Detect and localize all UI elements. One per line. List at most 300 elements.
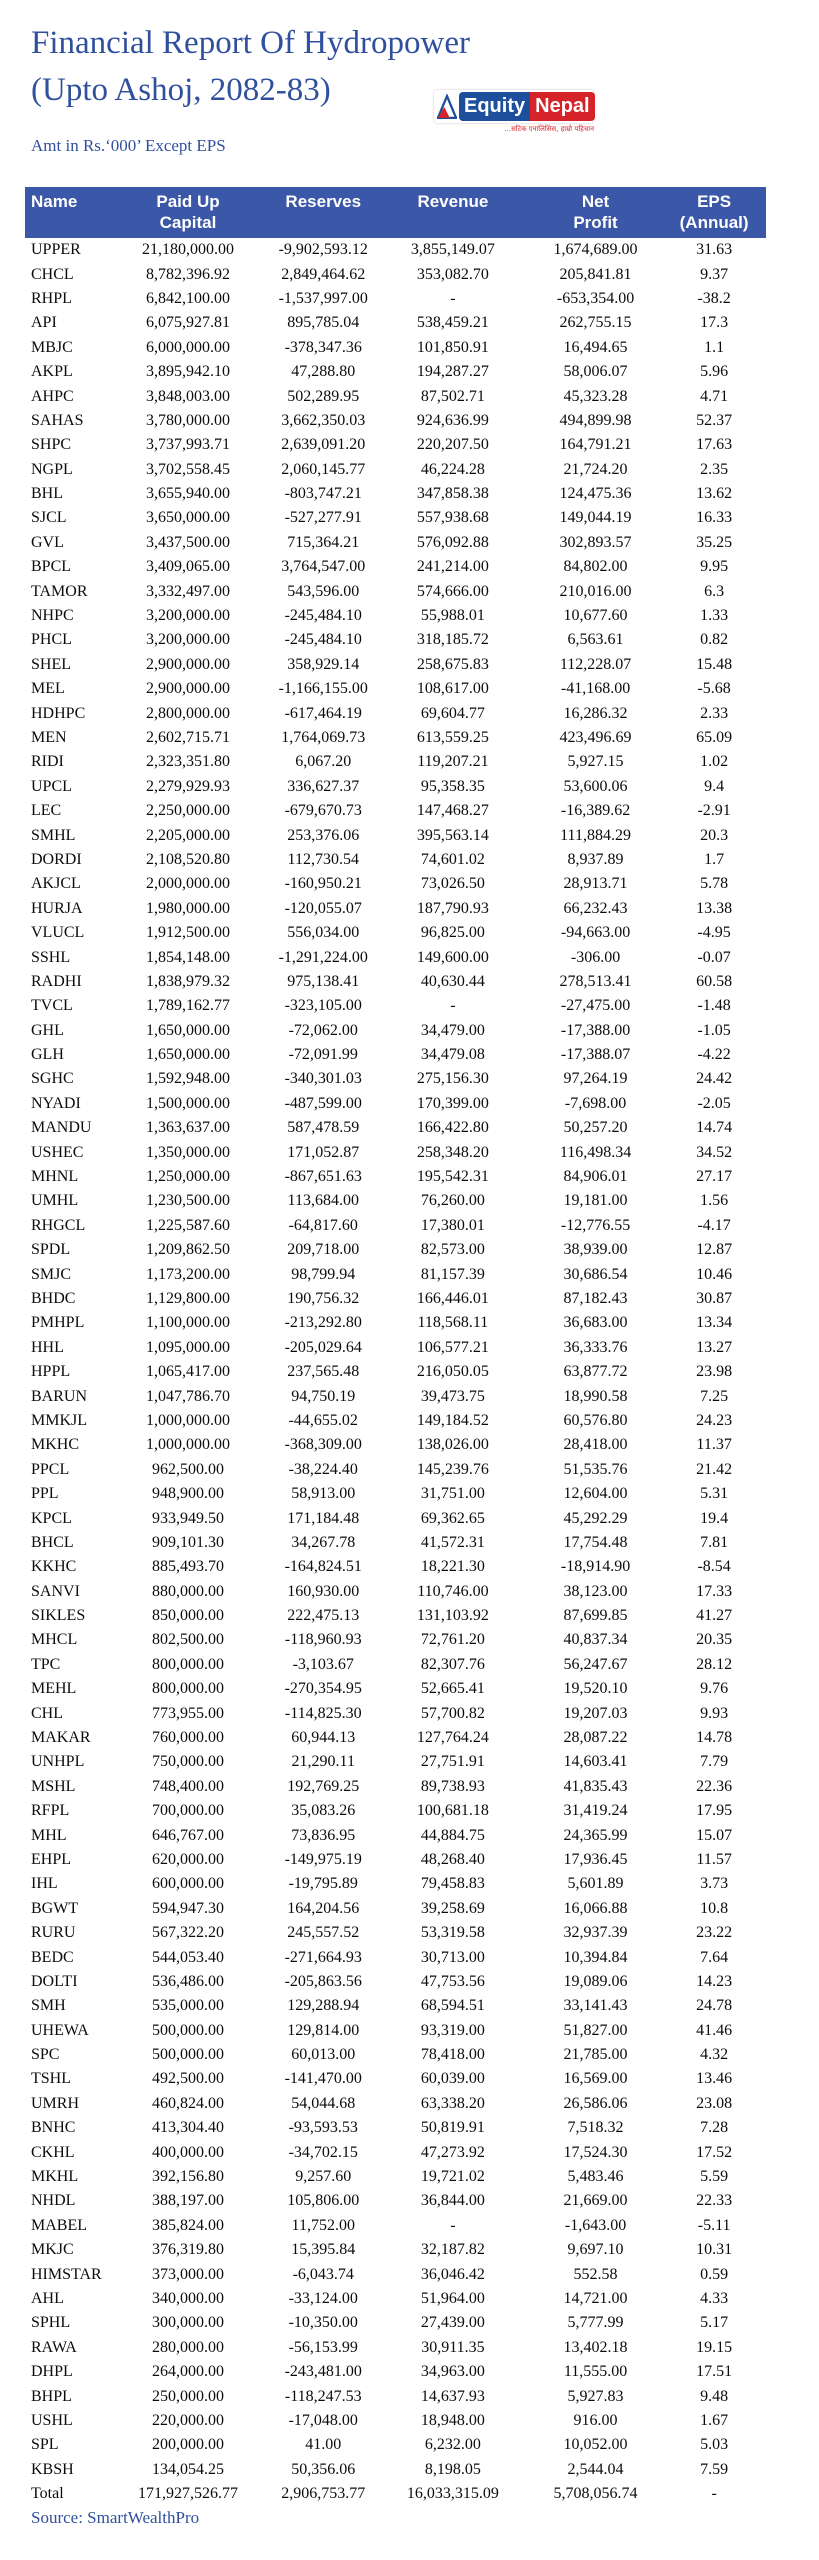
table-row — [25, 2189, 766, 2213]
table-row — [25, 2458, 766, 2482]
value-cell: 423,496.69 — [559, 729, 632, 746]
value-cell: 300,000.00 — [152, 2314, 224, 2332]
table-row — [25, 482, 766, 506]
value-cell: -1.05 — [697, 1021, 731, 1039]
company-symbol: NHPC — [31, 607, 74, 625]
company-symbol: BHCL — [31, 1533, 74, 1551]
value-cell: 36,683.00 — [563, 1314, 628, 1332]
value-cell: 33,141.43 — [563, 1997, 628, 2015]
value-cell: 36,046.42 — [420, 2265, 485, 2283]
value-cell: -270,354.95 — [284, 1680, 362, 1698]
value-cell: 13,402.18 — [563, 2338, 628, 2356]
company-symbol: MEL — [31, 680, 65, 698]
value-cell: 18,948.00 — [420, 2411, 485, 2429]
value-cell: 1.67 — [700, 2411, 729, 2429]
table-row — [25, 1384, 766, 1408]
value-cell: 96,825.00 — [420, 924, 485, 942]
company-symbol: MHNL — [31, 1168, 79, 1186]
value-cell: 200,000.00 — [152, 2436, 224, 2454]
table-row — [25, 579, 766, 603]
value-cell: 9.76 — [700, 1680, 729, 1698]
value-cell: 895,785.04 — [287, 314, 360, 332]
value-cell: 1,000,000.00 — [146, 1436, 230, 1454]
value-cell: 1,173,200.00 — [146, 1265, 230, 1283]
company-symbol: SHEL — [31, 655, 71, 673]
table-row — [25, 384, 766, 408]
column-header: Paid Up Capital — [107, 187, 270, 238]
value-cell: 76,260.00 — [420, 1192, 485, 1210]
report-table — [25, 187, 766, 2506]
table-header-row — [25, 187, 766, 238]
value-cell: 5,777.99 — [567, 2314, 624, 2332]
value-cell: -653,354.00 — [556, 289, 635, 307]
value-cell: 802,500.00 — [152, 1631, 224, 1649]
value-cell: 72,761.20 — [420, 1631, 485, 1649]
value-cell: 1,230,500.00 — [146, 1192, 230, 1210]
company-symbol: DORDI — [31, 850, 82, 868]
value-cell: 51,964.00 — [420, 2290, 485, 2307]
value-cell: 715,364.21 — [287, 533, 360, 551]
value-cell: 6,842,100.00 — [146, 289, 230, 307]
value-cell: 1,650,000.00 — [146, 1046, 230, 1064]
value-cell: 19,089.06 — [563, 1972, 628, 1990]
value-cell: 1.33 — [700, 607, 729, 625]
value-cell: 9,257.60 — [295, 2168, 352, 2186]
value-cell: 278,513.41 — [559, 972, 632, 990]
value-cell: 1,854,148.00 — [146, 948, 230, 966]
value-cell: 1,838,979.32 — [146, 972, 230, 990]
value-cell: 3,200,000.00 — [146, 607, 230, 625]
value-cell: 116,498.34 — [559, 1143, 632, 1161]
value-cell: 6,232.00 — [424, 2436, 481, 2454]
company-symbol: TVCL — [31, 997, 73, 1015]
value-cell: 280,000.00 — [152, 2338, 224, 2356]
value-cell: 275,156.30 — [416, 1070, 489, 1088]
value-cell: 15.48 — [696, 655, 733, 673]
value-cell: 3,855,149.07 — [410, 241, 495, 259]
value-cell: 1,250,000.00 — [146, 1168, 230, 1186]
value-cell: 3,702,558.45 — [146, 460, 230, 478]
value-cell: 28,418.00 — [563, 1436, 628, 1454]
value-cell: 1.02 — [700, 753, 729, 771]
value-cell: 41.46 — [696, 2021, 733, 2039]
value-cell: 23.98 — [696, 1363, 733, 1381]
table-row — [25, 506, 766, 530]
company-symbol: RIDI — [31, 753, 64, 771]
value-cell: -120,055.07 — [284, 899, 362, 917]
value-cell: 885,493.70 — [152, 1558, 224, 1576]
value-cell: 17,754.48 — [563, 1533, 628, 1551]
equity-nepal-logo — [434, 90, 594, 133]
value-cell: 302,893.57 — [559, 533, 632, 551]
value-cell: 413,304.40 — [152, 2119, 224, 2137]
value-cell: 376,319.80 — [152, 2241, 224, 2259]
table-row — [25, 1433, 766, 1457]
company-symbol: GVL — [31, 533, 64, 551]
value-cell: 1,000,000.00 — [146, 1411, 230, 1429]
value-cell: 73,836.95 — [291, 1826, 356, 1844]
value-cell: 51,827.00 — [563, 2021, 628, 2039]
company-symbol: PHCL — [31, 631, 72, 649]
value-cell: 800,000.00 — [152, 1655, 224, 1673]
value-cell: -4.17 — [697, 1216, 731, 1234]
value-cell: 216,050.05 — [416, 1363, 489, 1381]
company-symbol: USHEC — [31, 1143, 84, 1161]
table-row — [25, 701, 766, 725]
company-symbol: TPC — [31, 1655, 61, 1673]
value-cell: 2,060,145.77 — [281, 460, 366, 478]
value-cell: 41.00 — [305, 2436, 342, 2454]
value-cell: -93,593.53 — [288, 2119, 358, 2137]
value-cell: 44,884.75 — [420, 1826, 485, 1844]
value-cell: -2.91 — [697, 802, 731, 820]
company-symbol: SANVI — [31, 1582, 80, 1600]
value-cell: 11.37 — [696, 1436, 732, 1454]
value-cell: 17.51 — [696, 2363, 733, 2381]
value-cell: 5.03 — [700, 2436, 729, 2454]
value-cell: 11.57 — [696, 1850, 732, 1868]
value-cell: 1,500,000.00 — [146, 1094, 230, 1112]
value-cell: -33,124.00 — [288, 2290, 358, 2307]
value-cell: 209,718.00 — [287, 1241, 360, 1259]
value-cell: -7,698.00 — [564, 1094, 627, 1112]
value-cell: 2.35 — [700, 460, 729, 478]
table-row — [25, 2336, 766, 2360]
value-cell: 31,751.00 — [420, 1485, 485, 1503]
value-cell: 127,764.24 — [416, 1729, 489, 1747]
value-cell: 7.28 — [700, 2119, 729, 2137]
value-cell: 22.33 — [696, 2192, 733, 2210]
value-cell: 0.82 — [700, 631, 729, 649]
table-row — [25, 336, 766, 360]
value-cell: 700,000.00 — [152, 1802, 224, 1820]
value-cell: 164,204.56 — [287, 1899, 360, 1917]
value-cell: 31,419.24 — [563, 1802, 628, 1820]
value-cell: 20.3 — [700, 826, 729, 844]
table-row — [25, 360, 766, 384]
company-symbol: SMHL — [31, 826, 76, 844]
mountain-triangle-icon — [437, 92, 457, 121]
value-cell: 36,333.76 — [563, 1338, 628, 1356]
value-cell: 21,180,000.00 — [142, 241, 234, 259]
company-symbol: GHL — [31, 1021, 64, 1039]
company-symbol: AKJCL — [31, 875, 81, 893]
value-cell: 5,483.46 — [567, 2168, 624, 2186]
company-symbol: MHL — [31, 1826, 67, 1844]
company-symbol: PPCL — [31, 1460, 70, 1478]
table-row — [25, 1214, 766, 1238]
value-cell: 19,207.03 — [563, 1704, 628, 1722]
company-symbol: CHL — [31, 1704, 63, 1722]
value-cell: 7.25 — [700, 1387, 729, 1405]
value-cell: 118,568.11 — [417, 1314, 489, 1332]
value-cell: -4.22 — [697, 1046, 731, 1064]
value-cell: -38,224.40 — [288, 1460, 358, 1478]
value-cell: -38.2 — [697, 289, 731, 307]
table-row — [25, 1970, 766, 1994]
company-symbol: SGHC — [31, 1070, 74, 1088]
value-cell: 17.95 — [696, 1802, 733, 1820]
value-cell: 11,752.00 — [291, 2216, 355, 2234]
company-symbol: IHL — [31, 1875, 58, 1893]
company-symbol: DHPL — [31, 2363, 73, 2381]
company-symbol: NYADI — [31, 1094, 81, 1112]
value-cell: 2.33 — [700, 704, 729, 722]
value-cell: 948,900.00 — [152, 1485, 224, 1503]
value-cell: 620,000.00 — [152, 1850, 224, 1868]
value-cell: 12.87 — [696, 1241, 733, 1259]
table-row — [25, 2019, 766, 2043]
table-row — [25, 1604, 766, 1628]
value-cell: 111,884.29 — [560, 826, 631, 844]
value-cell: 21.42 — [696, 1460, 733, 1478]
value-cell: 5.78 — [700, 875, 729, 893]
value-cell: 373,000.00 — [152, 2265, 224, 2283]
value-cell: -5.11 — [697, 2216, 731, 2234]
value-cell: 31.63 — [696, 241, 733, 259]
company-symbol: MEN — [31, 729, 67, 746]
table-row — [25, 872, 766, 896]
value-cell: 347,858.38 — [416, 485, 489, 503]
value-cell: 58,913.00 — [291, 1485, 356, 1503]
value-cell: 58,006.07 — [563, 363, 628, 381]
value-cell: 119,207.21 — [417, 753, 489, 771]
value-cell: 1,363,637.00 — [146, 1119, 230, 1137]
table-row — [25, 1360, 766, 1384]
value-cell: -245,484.10 — [284, 607, 362, 625]
table-row — [25, 1555, 766, 1579]
value-cell: 69,362.65 — [420, 1509, 485, 1527]
value-cell: 14,637.93 — [420, 2387, 485, 2405]
company-symbol: SPDL — [31, 1241, 71, 1259]
company-symbol: HURJA — [31, 899, 83, 917]
value-cell: 166,446.01 — [416, 1289, 489, 1307]
value-cell: 2,906,753.77 — [281, 2485, 366, 2503]
value-cell: -1,291,224.00 — [278, 948, 368, 966]
value-cell: 880,000.00 — [152, 1582, 224, 1600]
value-cell: 2,849,464.62 — [281, 265, 366, 283]
value-cell: 460,824.00 — [152, 2094, 224, 2112]
company-symbol: BHDC — [31, 1289, 76, 1307]
value-cell: 2,279,929.93 — [146, 777, 230, 795]
value-cell: 17.52 — [696, 2143, 733, 2161]
value-cell: 74,601.02 — [420, 850, 485, 868]
value-cell: 1,225,587.60 — [146, 1216, 230, 1234]
value-cell: 23.22 — [696, 1924, 733, 1942]
value-cell: 594,947.30 — [152, 1899, 224, 1917]
company-symbol: BHPL — [31, 2387, 72, 2405]
value-cell: 4.33 — [700, 2290, 729, 2307]
value-cell: 45,292.29 — [563, 1509, 628, 1527]
value-cell: 87,502.71 — [420, 387, 485, 405]
value-cell: - — [450, 289, 456, 307]
company-symbol: AHPC — [31, 387, 74, 405]
value-cell: 41,835.43 — [563, 1777, 628, 1795]
table-row — [25, 1848, 766, 1872]
value-cell: 600,000.00 — [152, 1875, 224, 1893]
value-cell: 1.7 — [704, 850, 725, 868]
value-cell: 113,684.00 — [287, 1192, 359, 1210]
company-symbol: LEC — [31, 802, 62, 820]
value-cell: 50,356.06 — [291, 2460, 356, 2478]
page-title — [31, 20, 470, 114]
table-row — [25, 238, 766, 262]
value-cell: -17,388.07 — [560, 1046, 631, 1064]
company-symbol: BNHC — [31, 2119, 76, 2137]
value-cell: 1,095,000.00 — [146, 1338, 230, 1356]
value-cell: 587,478.59 — [287, 1119, 360, 1137]
value-cell: 492,500.00 — [152, 2070, 224, 2088]
table-row — [25, 1311, 766, 1335]
company-symbol: USHL — [31, 2411, 73, 2429]
value-cell: 95,358.35 — [420, 777, 485, 795]
company-symbol: PMHPL — [31, 1314, 85, 1332]
value-cell: -44,655.02 — [288, 1411, 358, 1429]
value-cell: 3.73 — [700, 1875, 729, 1893]
table-row — [25, 2238, 766, 2262]
value-cell: 392,156.80 — [152, 2168, 224, 2186]
table-row — [25, 970, 766, 994]
value-cell: 47,288.80 — [291, 363, 356, 381]
value-cell: 87,182.43 — [563, 1289, 628, 1307]
value-cell: 87,699.85 — [563, 1607, 628, 1625]
value-cell: 552.58 — [573, 2265, 618, 2283]
value-cell: -340,301.03 — [284, 1070, 362, 1088]
value-cell: 56,247.67 — [563, 1655, 628, 1673]
value-cell: 38,939.00 — [563, 1241, 628, 1259]
table-row — [25, 653, 766, 677]
table-row — [25, 726, 766, 750]
table-row — [25, 1506, 766, 1530]
value-cell: 110,746.00 — [417, 1582, 489, 1600]
value-cell: 5.96 — [700, 363, 729, 381]
value-cell: 51,535.76 — [563, 1460, 628, 1478]
value-cell: 975,138.41 — [287, 972, 360, 990]
value-cell: 3,409,065.00 — [146, 558, 230, 576]
value-cell: 192,769.25 — [287, 1777, 360, 1795]
source-credit: Source: SmartWealthPro — [31, 2508, 200, 2527]
value-cell: -1,166,155.00 — [278, 680, 368, 698]
value-cell: 21,724.20 — [563, 460, 628, 478]
value-cell: -17,048.00 — [288, 2411, 358, 2429]
value-cell: 16,569.00 — [563, 2070, 628, 2088]
table-row — [25, 897, 766, 921]
value-cell: 17,524.30 — [563, 2143, 628, 2161]
value-cell: 34,479.08 — [420, 1046, 485, 1064]
value-cell: 6.3 — [704, 582, 725, 600]
company-symbol: MKJC — [31, 2241, 74, 2259]
value-cell: 7.81 — [700, 1533, 729, 1551]
value-cell: 124,475.36 — [559, 485, 632, 503]
value-cell: 190,756.32 — [287, 1289, 360, 1307]
value-cell: 909,101.30 — [152, 1533, 224, 1551]
company-symbol: UNHPL — [31, 1753, 85, 1771]
value-cell: 2,602,715.71 — [146, 729, 230, 746]
table-row — [25, 311, 766, 335]
value-cell: 502,289.95 — [287, 387, 360, 405]
company-symbol: BPCL — [31, 558, 72, 576]
value-cell: 60,576.80 — [563, 1411, 628, 1429]
value-cell: 34,479.00 — [420, 1021, 485, 1039]
value-cell: -118,960.93 — [284, 1631, 362, 1649]
value-cell: 101,850.91 — [416, 338, 489, 356]
value-cell: -245,484.10 — [284, 631, 362, 649]
value-cell: 500,000.00 — [152, 2021, 224, 2039]
value-cell: 5.31 — [700, 1485, 729, 1503]
value-cell: 52,665.41 — [420, 1680, 485, 1698]
table-row — [25, 1409, 766, 1433]
table-row — [25, 1531, 766, 1555]
value-cell: 112,228.07 — [559, 655, 632, 673]
value-cell: - — [711, 2485, 717, 2503]
value-cell: 1.1 — [704, 338, 725, 356]
value-cell: 11,555.00 — [563, 2363, 628, 2381]
value-cell: 336,627.37 — [287, 777, 360, 795]
value-cell: 171,927,526.77 — [138, 2485, 238, 2503]
value-cell: 34.52 — [696, 1143, 733, 1161]
table-row — [25, 433, 766, 457]
value-cell: -12,776.55 — [560, 1216, 631, 1234]
value-cell: 134,054.25 — [152, 2460, 224, 2478]
value-cell: 388,197.00 — [152, 2192, 224, 2210]
value-cell: 241,214.00 — [416, 558, 489, 576]
value-cell: 16,033,315.09 — [406, 2485, 499, 2503]
value-cell: 194,287.27 — [416, 363, 489, 381]
value-cell: 47,753.56 — [420, 1972, 485, 1990]
value-cell: 557,938.68 — [416, 509, 489, 527]
company-symbol: HIMSTAR — [31, 2265, 102, 2283]
company-symbol: MBJC — [31, 338, 73, 356]
value-cell: 28.12 — [696, 1655, 733, 1673]
value-cell: 82,307.76 — [420, 1655, 485, 1673]
table-row — [25, 531, 766, 555]
value-cell: 21,290.11 — [291, 1753, 355, 1771]
company-symbol: KPCL — [31, 1509, 72, 1527]
column-header: Net Profit — [529, 187, 662, 238]
value-cell: 8,782,396.92 — [146, 265, 230, 283]
value-cell: -205,863.56 — [284, 1972, 362, 1990]
value-cell: 250,000.00 — [152, 2387, 224, 2405]
value-cell: 358,929.14 — [287, 655, 360, 673]
value-cell: -306.00 — [570, 948, 621, 966]
value-cell: 400,000.00 — [152, 2143, 224, 2161]
value-cell: 21,669.00 — [563, 2192, 628, 2210]
value-cell: 536,486.00 — [152, 1972, 224, 1990]
table-row — [25, 1140, 766, 1164]
value-cell: 65.09 — [696, 729, 733, 746]
table-row — [25, 994, 766, 1018]
company-symbol: MEHL — [31, 1680, 77, 1698]
value-cell: 6,075,927.81 — [146, 314, 230, 332]
company-symbol: KBSH — [31, 2460, 74, 2478]
value-cell: -2.05 — [697, 1094, 731, 1112]
table-row — [25, 628, 766, 652]
table-row — [25, 1458, 766, 1482]
value-cell: 52.37 — [696, 411, 733, 429]
value-cell: 1,592,948.00 — [146, 1070, 230, 1088]
value-cell: 1.56 — [700, 1192, 729, 1210]
value-cell: -27,475.00 — [560, 997, 631, 1015]
value-cell: -8.54 — [697, 1558, 731, 1576]
company-symbol: RAWA — [31, 2338, 77, 2356]
value-cell: 55,988.01 — [420, 607, 485, 625]
value-cell: 262,755.15 — [559, 314, 632, 332]
value-cell: -141,470.00 — [284, 2070, 362, 2088]
value-cell: -41,168.00 — [560, 680, 631, 698]
value-cell: 18,990.58 — [563, 1387, 628, 1405]
value-cell: 2,205,000.00 — [146, 826, 230, 844]
value-cell: 32,187.82 — [420, 2241, 485, 2259]
